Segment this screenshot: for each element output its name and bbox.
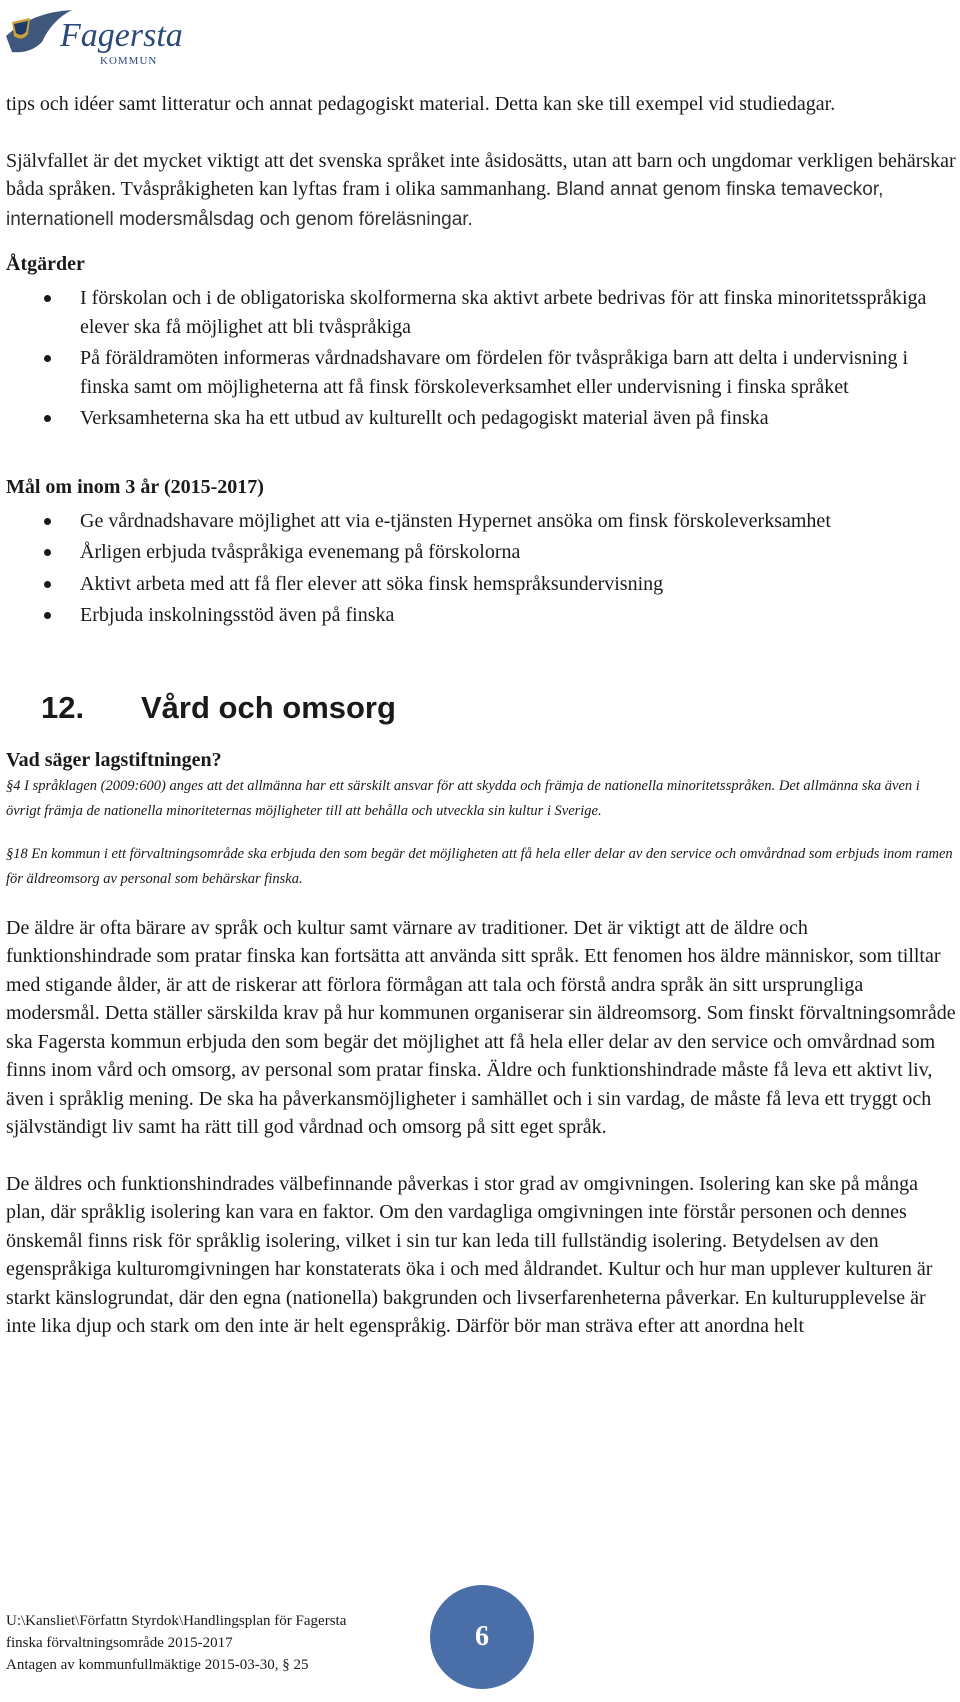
list-item: Årligen erbjuda tvåspråkiga evenemang på förskolorna [6, 538, 956, 567]
footer-path: U:\Kansliet\Författn Styrdok\Handlingsplan för Fagersta [6, 1613, 347, 1629]
list-item: Ge vårdnadshavare möjlighet att via e-tjänsten Hypernet ansöka om finsk förskoleverksamhet [6, 507, 956, 536]
list-item: På föräldramöten informeras vårdnadshavare om fördelen för tvåspråkiga barn att delta i undervisning i finska samt om möjligheterna att få finsk förskoleverksamhet eller undervisning i finska språket [6, 344, 956, 401]
page-number-badge: 6 [430, 1585, 534, 1689]
mal-heading: Mål om inom 3 år (2015-2017) [6, 475, 264, 498]
section-heading [6, 688, 956, 728]
list-item: Aktivt arbeta med att få fler elever att söka finsk hemspråksundervisning [6, 570, 956, 599]
law-paragraph-1: §4 I språklagen (2009:600) anges att det allmänna har ett särskilt ansvar för att skydda och främja de nationella minoritetsspråken. Det allmänna ska även i övrigt främja de nationella minoriteternas möjligheter till att behålla och utveckla sin kultur i Sverige. [6, 777, 920, 819]
law-paragraph-2: §18 En kommun i ett förvaltningsområde ska erbjuda den som begär det möjligheten att få hela eller delar av den service och omvårdnad som erbjuds inom ramen för äldreomsorg av personal som behärskar finska. [6, 845, 953, 887]
document-page [6, 90, 956, 1341]
intro-paragraph: tips och idéer samt litteratur och annat pedagogiskt material. Detta kan ske till exempel vid studiedagar. [6, 93, 836, 115]
paragraph-bilingual-b: Bland annat genom finska temaveckor, internationell modersmålsdag och genom föreläsningar. [6, 179, 884, 230]
paragraph-bilingual-a: Självfallet är det mycket viktigt att det svenska språket inte åsidosätts, utan att barn och ungdomar verkligen behärskar båda språken. Tvåspråkigheten kan lyftas fram i olika sammanhang. [6, 149, 956, 200]
atgarder-heading: Åtgärder [6, 253, 85, 275]
atgarder-list [6, 284, 956, 433]
section-title: Vård och omsorg [141, 689, 396, 725]
fagersta-crest-icon [2, 2, 183, 68]
logo-sub: KOMMUN [100, 55, 158, 67]
bullet-icon [44, 295, 51, 302]
bullet-icon [44, 355, 51, 362]
list-item: Verksamheterna ska ha ett utbud av kulturellt och pedagogiskt material även på finska [6, 404, 956, 433]
bullet-icon [44, 415, 51, 422]
lag-heading: Vad säger lagstiftningen? [6, 748, 222, 771]
list-item: I förskolan och i de obligatoriska skolformerna ska aktivt arbete bedrivas för att finska minoritetsspråkiga elever ska få möjlighet att bli tvåspråkiga [6, 284, 956, 341]
page-footer [6, 1610, 346, 1676]
bullet-icon [44, 612, 51, 619]
paragraph-wellbeing: De äldres och funktionshindrades välbefinnande påverkas i stor grad av omgivningen. Isolering kan ske på många plan, där språklig isolering kan vara en faktor. Om den vardagliga omgivningen inte förstår personen och dennes önskemål finns risk för språklig isolering, vilket i sin tur kan leda till fullständig isolering. Betydelsen av den egenspråkiga kulturomgivningen har konstaterats öka i och med åldrandet. Kultur och hur man upplever kulturen är starkt känslogrundat, där den egna (nationella) bakgrunden och livserfarenheterna påverkar. En kulturupplevelse är inte lika djup och stark om den inte är helt egenspråkig. Därför bör man sträva efter att anordna helt [6, 1172, 933, 1337]
mal-list [6, 507, 956, 630]
fagersta-logo [2, 2, 183, 68]
footer-title: finska förvaltningsområde 2015-2017 [6, 1635, 233, 1651]
bullet-icon [44, 581, 51, 588]
paragraph-elderly: De äldre är ofta bärare av språk och kultur samt värnare av traditioner. Det är viktigt att de äldre och funktionshindrade som pratar finska kan fortsätta att använda sitt språk. Ett fenomen hos äldre människor, som tilltar med stigande ålder, är att de riskerar att förlora förmågan att tala och förstå andra språk än sitt ursprungliga modersmål. Detta ställer särskilda krav på hur kommunen organiserar sin äldreomsorg. Som finskt förvaltningsområde ska Fagersta kommun erbjuda den som begär det möjlighet att få hela eller delar av den service och omvårdnad som finns inom vård och omsorg, av personal som pratar finska. Äldre och funktionshindrade måste få leva ett aktivt liv, även i språklig mening. De ska ha påverkansmöjligheter i samhället och i sin vardag, de måste få leva ett tryggt och självständigt liv samt ha rätt till god vårdnad och omsorg på sitt eget språk. [6, 916, 956, 1138]
logo-wordmark: Fagersta [60, 17, 183, 54]
bullet-icon [44, 518, 51, 525]
list-item: Erbjuda inskolningsstöd även på finska [6, 601, 956, 630]
paragraph-bilingual [6, 147, 956, 235]
bullet-icon [44, 549, 51, 556]
section-number: 12. [41, 689, 85, 725]
footer-adopted: Antagen av kommunfullmäktige 2015-03-30, § 25 [6, 1657, 309, 1673]
